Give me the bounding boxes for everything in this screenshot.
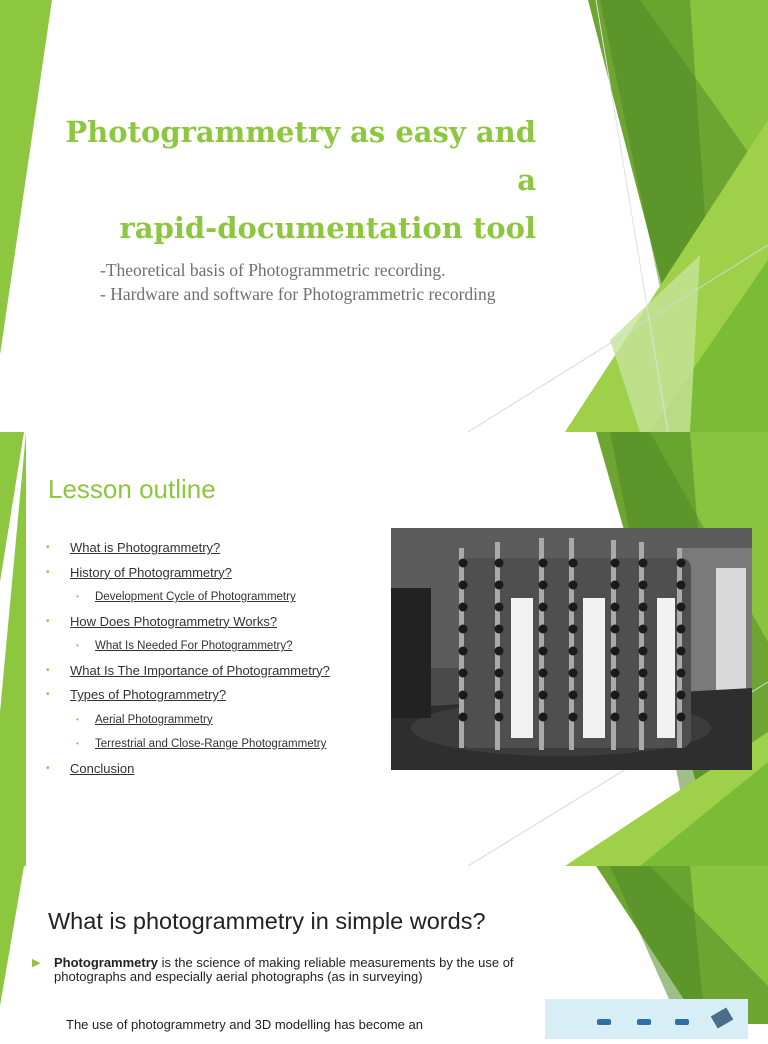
bullet-icon: • [46, 542, 50, 553]
outline-subitem[interactable] [46, 732, 330, 757]
slide-subtitle [100, 258, 560, 306]
outline-list [46, 536, 330, 781]
term-bold: Photogrammetry [54, 955, 159, 970]
outline-link[interactable]: Aerial Photogrammetry [95, 713, 213, 726]
outline-link[interactable]: Conclusion [70, 760, 135, 776]
outline-item[interactable] [46, 683, 330, 708]
outline-item[interactable] [46, 536, 330, 561]
outline-link[interactable]: What Is Needed For Photogrammetry? [95, 640, 293, 652]
definition-text: is the science of making reliable measurements by the use of photographs and especially aerial photographs (as in surveying) [54, 955, 514, 984]
title-line: Photogrammetry as easy and a [65, 115, 536, 197]
outline-link[interactable]: History of Photogrammetry? [70, 564, 232, 580]
slide-title [60, 108, 536, 252]
outline-slide [0, 432, 768, 866]
outline-link[interactable]: What is Photogrammetry? [70, 540, 221, 555]
outline-item[interactable] [46, 659, 330, 684]
outline-subitem[interactable] [46, 708, 330, 733]
bullet-icon: • [46, 566, 50, 578]
title-line: rapid-documentation tool [119, 211, 536, 245]
outline-item[interactable] [46, 561, 330, 586]
outline-link[interactable]: How Does Photogrammetry Works? [70, 613, 278, 629]
bullet-icon: • [76, 592, 79, 601]
bullet-icon: • [46, 689, 50, 700]
outline-link[interactable]: Types of Photogrammetry? [70, 687, 227, 702]
definition-bullet [32, 956, 552, 984]
bullet-icon: • [76, 739, 79, 748]
bullet-icon: • [46, 664, 50, 676]
outline-subitem[interactable] [46, 585, 330, 610]
bullet-icon: • [76, 641, 79, 650]
slide-title: What is photogrammetry in simple words? [48, 908, 486, 934]
outline-item[interactable] [46, 610, 330, 635]
cut-off-text: The use of photogrammetry and 3D modelling has become an [66, 1017, 423, 1032]
camera-rig-photo [391, 528, 752, 770]
definition-slide [0, 866, 768, 1032]
bullet-icon: • [46, 762, 50, 774]
drones-illustration [545, 999, 748, 1039]
arrow-bullet-icon: ▶ [32, 957, 41, 969]
subtitle-line: -Theoretical basis of Photogrammetric recording. [100, 260, 446, 280]
outline-link[interactable]: Terrestrial and Close-Range Photogrammetry [95, 738, 327, 750]
outline-item[interactable] [46, 757, 330, 782]
outline-link[interactable]: Development Cycle of Photogrammetry [95, 591, 296, 603]
subtitle-line: - Hardware and software for Photogrammetric recording [100, 284, 496, 304]
bullet-icon: • [76, 714, 79, 724]
outline-subitem[interactable] [46, 634, 330, 659]
bullet-icon: • [46, 615, 50, 627]
title-slide [0, 0, 768, 432]
outline-link[interactable]: What Is The Importance of Photogrammetry? [70, 662, 330, 678]
slide-title: Lesson outline [48, 474, 216, 504]
